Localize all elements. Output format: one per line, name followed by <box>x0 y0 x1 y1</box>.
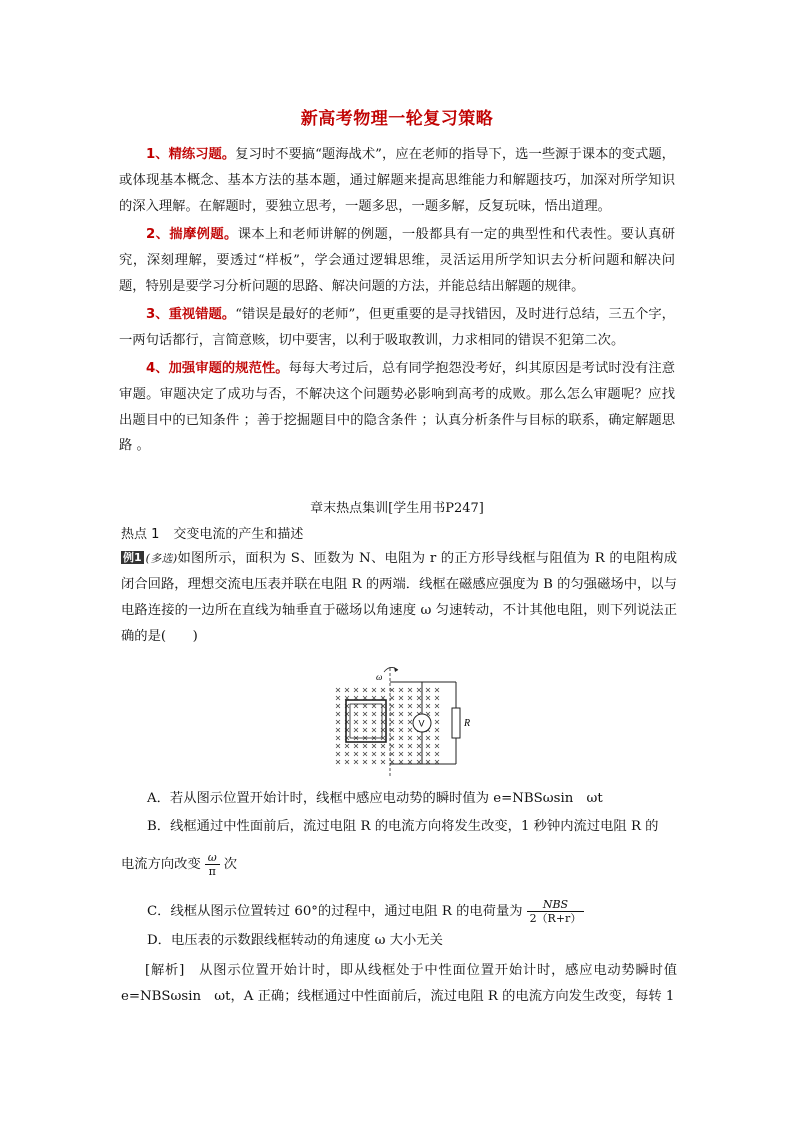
field-cross <box>363 760 367 764</box>
field-cross <box>363 744 367 748</box>
field-cross <box>363 688 367 692</box>
paragraph-body: 每每大考过后，总有同学抱怨没考好，纠其原因是考试时没有注意审题。审题决定了成功与否，不解决这个问题势必影响到高考的成败。那么怎么审题呢？应找出题目中的已知条件 ；善于挖掘题目中的隐含条件 ；认真分析条件与目标的联系，确定解题思路 。 <box>119 361 675 454</box>
field-cross <box>363 752 367 756</box>
field-cross <box>399 688 403 692</box>
field-cross <box>345 752 349 756</box>
option-b-text: 电流方向改变 <box>121 857 201 872</box>
field-cross <box>372 760 376 764</box>
field-cross <box>354 760 358 764</box>
field-cross <box>372 720 376 724</box>
field-cross <box>336 736 340 740</box>
field-cross <box>408 744 412 748</box>
field-cross <box>390 736 394 740</box>
hotspot-label: 热点 1 <box>121 527 160 542</box>
example-tag: (多选) <box>145 552 178 565</box>
analysis-text: [解析] 从图示位置开始计时，即从线框处于中性面位置开始计时，感应电动势瞬时值 e=NBSωsin ωt，A 正确；线框通过中性面前后，流过电阻 R 的电流方向发生改变，每转 1 <box>121 963 677 1004</box>
field-cross <box>408 712 412 716</box>
field-cross <box>417 688 421 692</box>
field-cross <box>372 728 376 732</box>
omega-label: ω <box>376 672 383 682</box>
fraction-denominator: 2（R+r） <box>527 911 585 925</box>
field-cross <box>408 696 412 700</box>
field-cross <box>435 696 439 700</box>
field-cross <box>363 728 367 732</box>
field-cross <box>435 760 439 764</box>
field-cross <box>417 752 421 756</box>
paragraph-heading: 2、揣摩例题。 <box>146 227 238 242</box>
field-cross <box>390 720 394 724</box>
paragraph-heading: 1、精练习题。 <box>146 147 236 162</box>
field-cross <box>354 720 358 724</box>
field-cross <box>426 696 430 700</box>
field-cross <box>390 744 394 748</box>
field-cross <box>426 752 430 756</box>
field-cross <box>390 712 394 716</box>
option-a: A．若从图示位置开始计时，线框中感应电动势的瞬时值为 e=NBSωsin ωt <box>147 791 603 806</box>
field-cross <box>435 688 439 692</box>
option-d: D．电压表的示数跟线框转动的角速度 ω 大小无关 <box>147 933 443 948</box>
field-cross <box>399 736 403 740</box>
field-cross <box>399 696 403 700</box>
option-b-line-2 <box>121 851 237 878</box>
field-cross <box>426 688 430 692</box>
fraction-denominator: π <box>205 864 220 878</box>
field-cross <box>417 736 421 740</box>
field-cross <box>408 736 412 740</box>
field-cross <box>417 760 421 764</box>
field-cross <box>372 744 376 748</box>
field-cross <box>354 688 358 692</box>
field-cross <box>426 760 430 764</box>
field-cross <box>399 712 403 716</box>
voltmeter-label: V <box>418 718 425 729</box>
option-b-line-1: B．线框通过中性面前后，流过电阻 R 的电流方向将发生改变，1 秒钟内流过电阻 R 的 <box>147 819 659 834</box>
field-cross <box>426 736 430 740</box>
fraction-numerator: ω <box>207 851 217 864</box>
paragraph-body: 课本上和老师讲解的例题，一般都具有一定的典型性和代表性。要认真研究，深刻理解，要透过“样板”，学会通过逻辑思维，灵活运用所学知识去分析问题和解决问题，特别是要学习分析问题的思路、解决问题的方法，并能总结出解题的规律。 <box>119 227 675 294</box>
paragraph-body: 复习时不要搞“题海战术”，应在老师的指导下，选一些源于课本的变式题，或体现基本概念、基本方法的基本题，通过解题来提高思维能力和解题技巧，加深对所学知识的深入理解。在解题时，要独立思考，一题多思，一题多解，反复玩味，悟出道理。 <box>119 147 675 214</box>
field-cross <box>435 744 439 748</box>
field-cross <box>417 704 421 708</box>
field-cross <box>435 704 439 708</box>
paragraph-heading: 4、加强审题的规范性。 <box>146 361 289 376</box>
field-cross <box>336 688 340 692</box>
field-cross <box>354 704 358 708</box>
field-cross <box>399 760 403 764</box>
paragraph-body: “错误是最好的老师”，但更重要的是寻找错因，及时进行总结，三五个字，一两句话都行，言简意赅，切中要害，以利于吸取教训，力求相同的错误不犯第二次。 <box>119 307 675 348</box>
hotspot-heading <box>121 523 303 542</box>
field-cross <box>336 744 340 748</box>
field-cross <box>336 760 340 764</box>
field-cross <box>381 688 385 692</box>
field-cross <box>390 696 394 700</box>
field-cross <box>354 712 358 716</box>
circuit-figure <box>328 660 488 778</box>
example-question <box>121 546 677 650</box>
field-cross <box>399 704 403 708</box>
field-cross <box>408 688 412 692</box>
field-cross <box>336 752 340 756</box>
field-cross <box>336 696 340 700</box>
field-cross <box>345 744 349 748</box>
field-cross <box>390 752 394 756</box>
field-cross <box>435 736 439 740</box>
field-cross <box>354 752 358 756</box>
option-c-text: C．线框从图示位置转过 60°的过程中，通过电阻 R 的电荷量为 <box>147 904 523 919</box>
field-cross <box>336 728 340 732</box>
field-cross <box>372 688 376 692</box>
field-cross <box>426 704 430 708</box>
field-cross <box>336 712 340 716</box>
field-cross <box>363 720 367 724</box>
field-cross <box>390 760 394 764</box>
field-cross <box>435 720 439 724</box>
strategy-paragraph-3 <box>119 302 675 354</box>
field-cross <box>336 720 340 724</box>
field-cross <box>345 760 349 764</box>
strategy-paragraph-4 <box>119 356 675 459</box>
field-cross <box>408 728 412 732</box>
strategy-paragraph-1 <box>119 142 675 219</box>
hotspot-text: 交变电流的产生和描述 <box>173 527 304 542</box>
field-cross <box>408 704 412 708</box>
resistor-icon <box>452 708 460 738</box>
resistor-label: R <box>464 718 471 729</box>
field-cross <box>417 744 421 748</box>
field-cross <box>435 752 439 756</box>
field-cross <box>381 752 385 756</box>
field-cross <box>363 704 367 708</box>
option-b-suffix: 次 <box>223 857 238 872</box>
field-cross <box>390 728 394 732</box>
page-title: 新高考物理一轮复习策略 <box>300 109 494 129</box>
field-cross <box>381 760 385 764</box>
field-cross <box>345 688 349 692</box>
field-cross <box>408 752 412 756</box>
strategy-paragraph-2 <box>119 222 675 299</box>
field-cross <box>390 688 394 692</box>
field-cross <box>390 704 394 708</box>
field-cross <box>372 752 376 756</box>
fraction-numerator: NBS <box>542 898 569 911</box>
fraction-charge <box>527 898 585 925</box>
paragraph-heading: 3、重视错题。 <box>146 307 236 322</box>
field-cross <box>354 744 358 748</box>
option-c <box>147 898 588 925</box>
field-cross <box>363 712 367 716</box>
field-cross <box>399 752 403 756</box>
example-text: 如图所示，面积为 S、匝数为 N、电阻为 r 的正方形导线框与阻值为 R 的电阻构成闭合回路，理想交流电压表并联在电阻 R 的两端．线框在磁感应强度为 B 的匀强磁场中，以与电路连接的一边所在直线为轴垂直于磁场以角速度 ω 匀速转动，不计其他电阻，则下列说法正确的是( ) <box>121 551 677 644</box>
example-badge: 例1 <box>123 551 142 564</box>
field-cross <box>435 712 439 716</box>
field-cross <box>399 744 403 748</box>
field-cross <box>435 728 439 732</box>
field-cross <box>426 744 430 748</box>
field-cross <box>372 712 376 716</box>
fraction-omega-over-pi <box>205 851 220 878</box>
field-cross <box>372 704 376 708</box>
field-cross <box>399 728 403 732</box>
section-title: 章末热点集训[学生用书P247] <box>310 501 484 516</box>
field-cross <box>399 720 403 724</box>
field-cross <box>408 720 412 724</box>
field-cross <box>408 760 412 764</box>
field-cross <box>336 704 340 708</box>
field-cross <box>354 728 358 732</box>
field-cross <box>381 744 385 748</box>
field-cross <box>417 696 421 700</box>
